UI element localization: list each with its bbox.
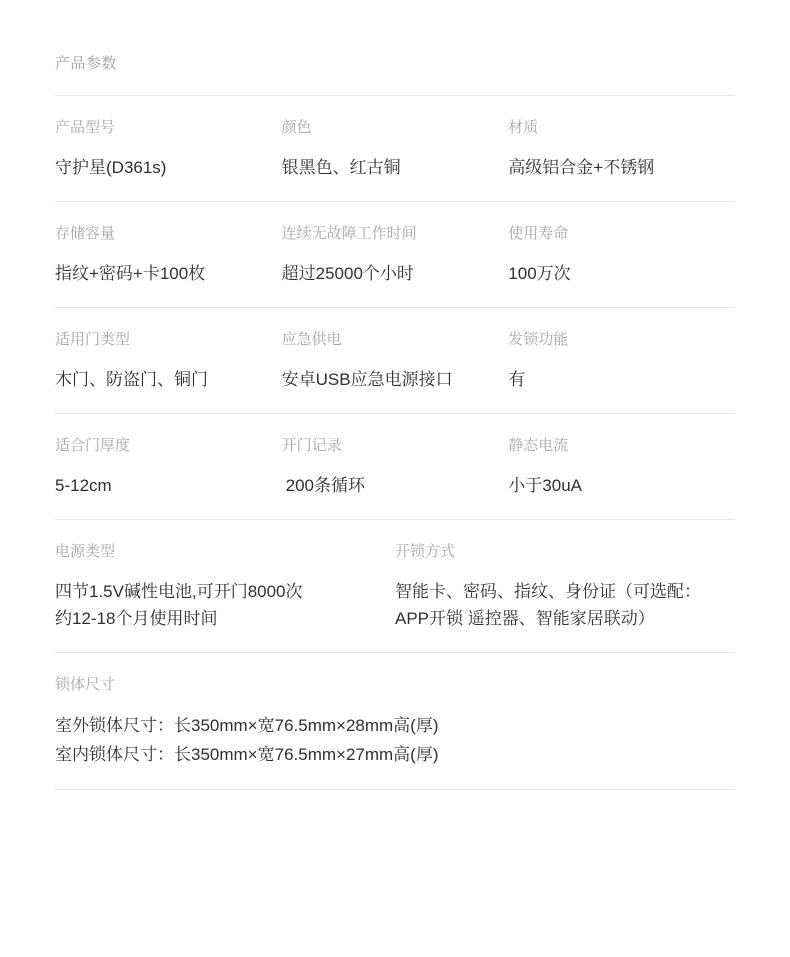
- spec-label: 应急供电: [281, 331, 342, 348]
- spec-label: 适用门类型: [55, 331, 131, 348]
- page-title: 产品参数: [55, 55, 118, 72]
- spec-value: [282, 366, 495, 393]
- spec-value: [55, 154, 268, 181]
- spec-value: [508, 154, 721, 181]
- spec-cell-static-current: [508, 436, 735, 499]
- spec-label: 产品型号: [55, 119, 116, 136]
- spec-cell-color: [282, 118, 509, 181]
- spec-row: [55, 95, 735, 201]
- spec-value-line: 5-12cm: [55, 476, 112, 495]
- spec-value-line: 200条循环: [285, 476, 366, 495]
- spec-cell-lock-body-size: [55, 675, 735, 769]
- spec-cell-power-type: [55, 542, 395, 632]
- spec-value-line: 高级铝合金+不锈钢: [508, 158, 655, 177]
- spec-row: [55, 519, 735, 652]
- spec-value: [55, 260, 268, 287]
- spec-label: 静态电流: [508, 437, 569, 454]
- spec-value-line: 安卓USB应急电源接口: [281, 370, 453, 389]
- spec-value: [55, 366, 268, 393]
- spec-value-line: 超过25000个小时: [281, 264, 414, 283]
- spec-row: [55, 307, 735, 413]
- spec-label: 电源类型: [55, 543, 116, 560]
- spec-cell-emergency-power: [282, 330, 509, 393]
- spec-value-line: 守护星(D361s): [55, 158, 167, 177]
- spec-value-line: 四节1.5V碱性电池,可开门8000次: [55, 582, 303, 601]
- spec-label: 适合门厚度: [55, 437, 131, 454]
- spec-label: 开锁方式: [395, 543, 456, 560]
- spec-value-line: 木门、防盗门、铜门: [55, 370, 208, 389]
- spec-value-line: 银黑色、红古铜: [281, 158, 401, 177]
- spec-value: [508, 472, 721, 499]
- spec-cell-door-thickness: [55, 436, 282, 499]
- spec-value-line: 100万次: [508, 264, 571, 283]
- spec-value-line: 约12-18个月使用时间: [55, 609, 218, 628]
- spec-label: 使用寿命: [508, 225, 569, 242]
- spec-value: [508, 366, 721, 393]
- spec-cell-storage: [55, 224, 282, 287]
- spec-cell-material: [508, 118, 735, 181]
- spec-row: [55, 652, 735, 789]
- spec-cell-door-type: [55, 330, 282, 393]
- spec-value: [395, 578, 721, 632]
- spec-cell-mtbf: [282, 224, 509, 287]
- spec-label: 存储容量: [55, 225, 116, 242]
- bottom-divider: [55, 789, 735, 790]
- spec-cell-open-records: [282, 436, 509, 499]
- spec-cell-alarm-function: [508, 330, 735, 393]
- spec-value-line: APP开锁 遥控器、智能家居联动）: [395, 609, 655, 628]
- spec-value: [282, 472, 495, 499]
- spec-value: [55, 472, 268, 499]
- spec-value: [55, 578, 381, 632]
- spec-label: 材质: [508, 119, 539, 136]
- spec-value-line: 指纹+密码+卡100枚: [55, 264, 206, 283]
- spec-value-line: 室内锁体尺寸：长350mm×宽76.5mm×27mm高(厚): [55, 745, 439, 764]
- spec-label: 锁体尺寸: [55, 676, 116, 693]
- spec-row: [55, 413, 735, 519]
- spec-cell-unlock-methods: [395, 542, 735, 632]
- spec-value-line: 智能卡、密码、指纹、身份证（可选配：: [395, 582, 701, 601]
- spec-value-line: 室外锁体尺寸：长350mm×宽76.5mm×28mm高(厚): [55, 716, 439, 735]
- spec-label: 发锁功能: [508, 331, 569, 348]
- spec-value-line: 小于30uA: [508, 476, 582, 495]
- spec-value: [282, 260, 495, 287]
- spec-value: [508, 260, 721, 287]
- spec-value: [282, 154, 495, 181]
- spec-value: [55, 711, 721, 769]
- spec-value-line: 有: [508, 370, 526, 389]
- spec-row: [55, 201, 735, 307]
- spec-cell-model: [55, 118, 282, 181]
- spec-label: 颜色: [281, 119, 312, 136]
- spec-label: 连续无故障工作时间: [281, 225, 417, 242]
- spec-label: 开门记录: [281, 437, 342, 454]
- spec-cell-lifespan: [508, 224, 735, 287]
